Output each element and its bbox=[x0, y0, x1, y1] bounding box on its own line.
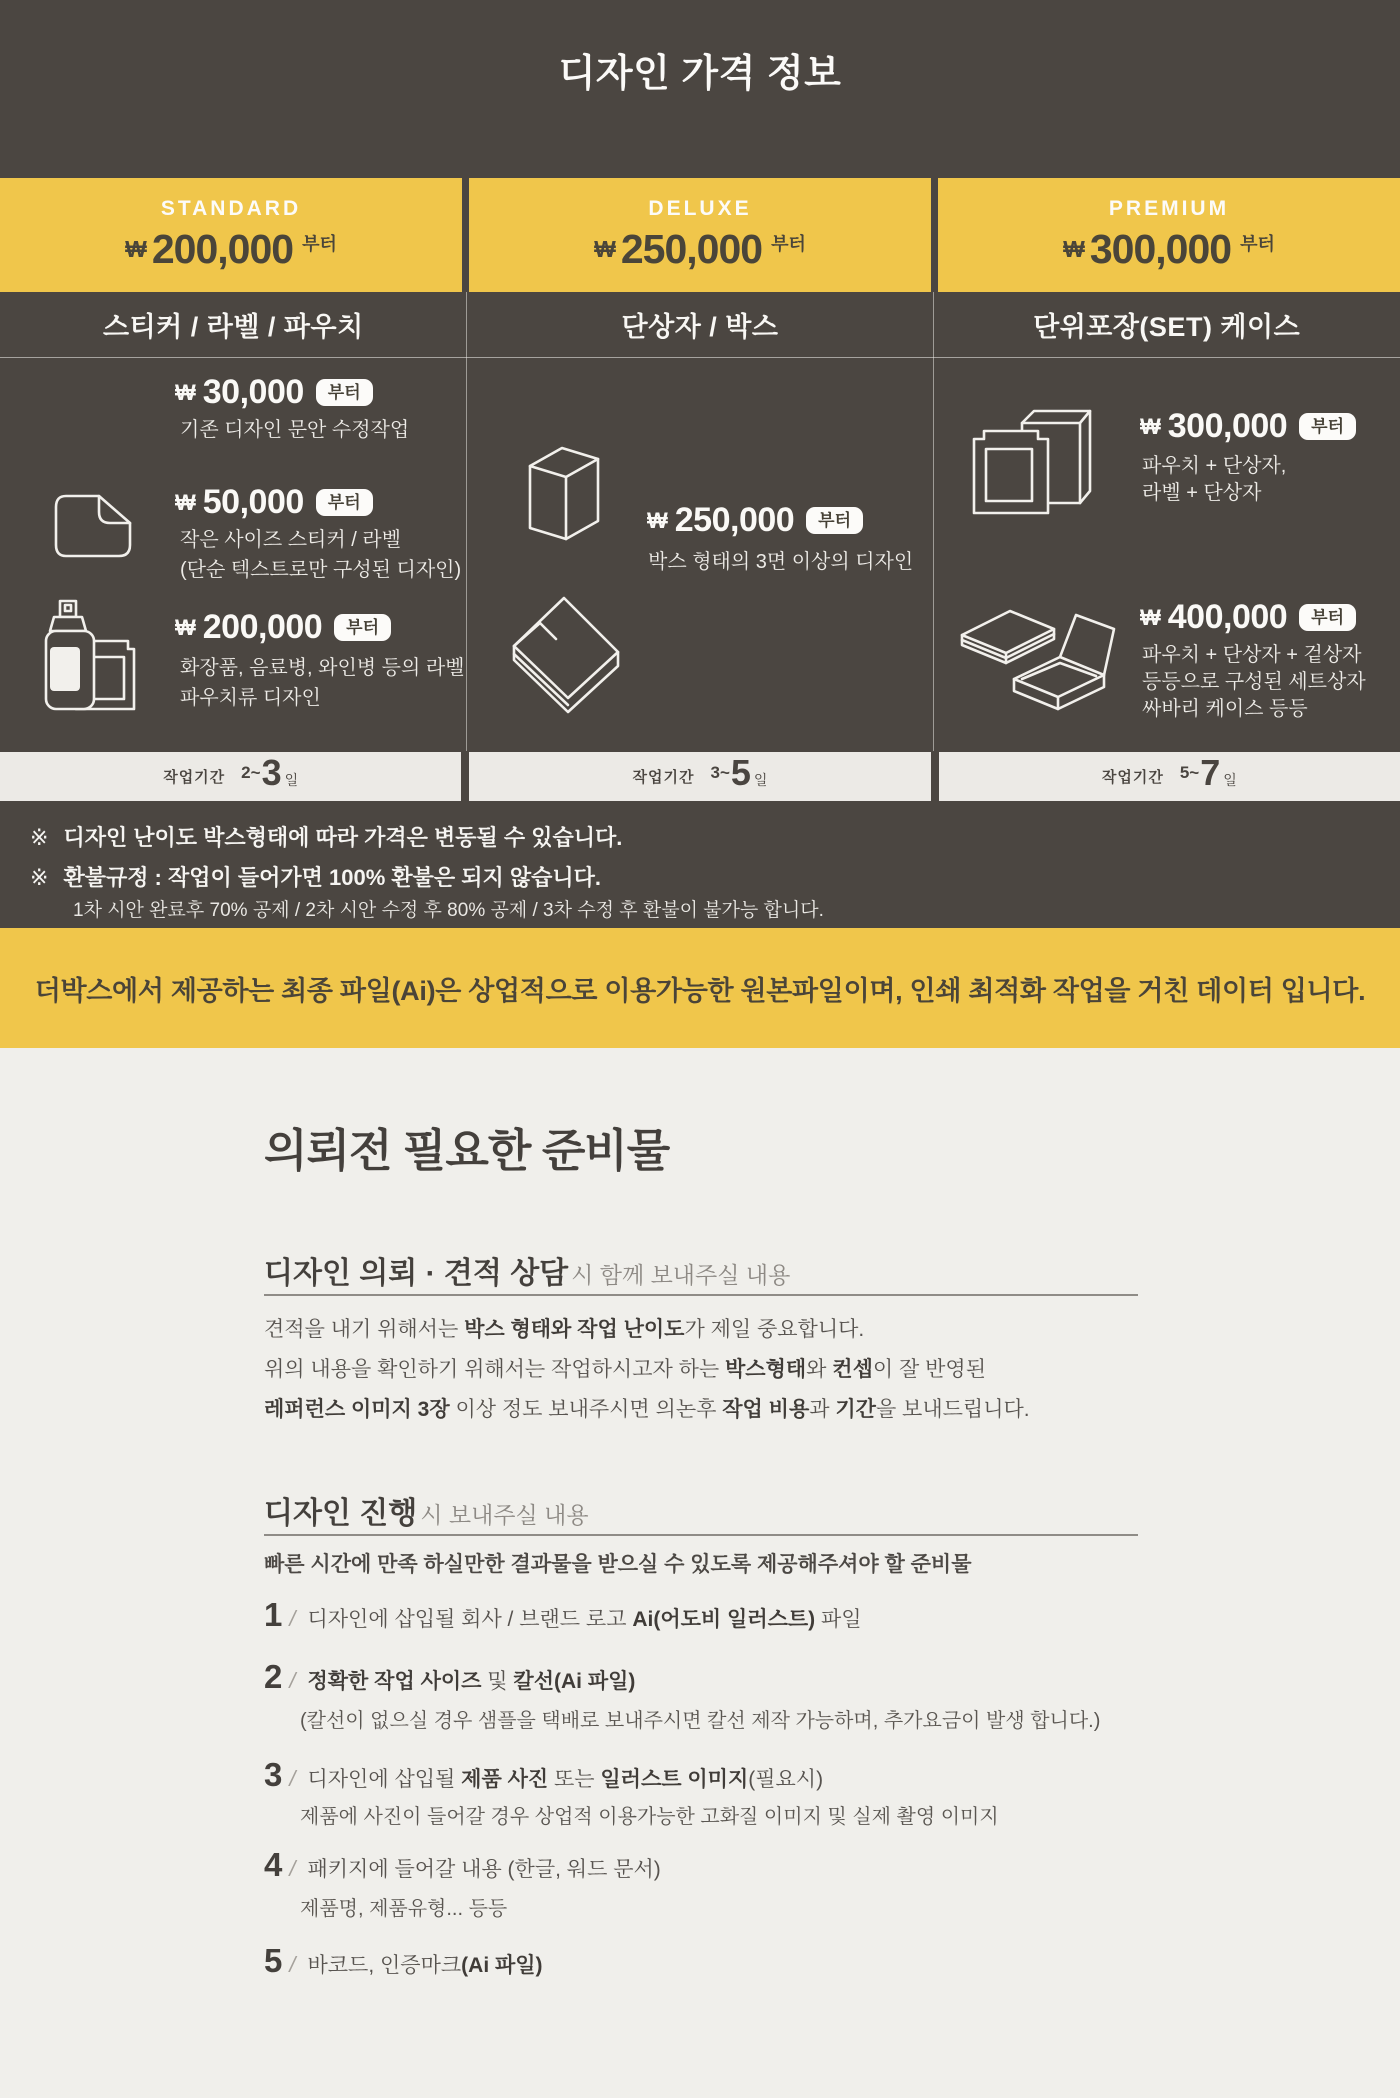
price-description: 기존 디자인 문안 수정작업 bbox=[180, 419, 410, 441]
currency-symbol: ₩ bbox=[175, 489, 196, 515]
prep-item-4 bbox=[264, 1846, 661, 1884]
notes-block bbox=[0, 801, 1400, 928]
consult-paragraph-line: 위의 내용을 확인하기 위해서는 작업하시고자 하는 박스형태와 컨셉이 잘 반영된 bbox=[264, 1358, 986, 1381]
item-text: 디자인에 삽입될 제품 사진 또는 일러스트 이미지(필요시) bbox=[307, 1768, 824, 1791]
price-item bbox=[647, 501, 863, 540]
vertical-box-icon bbox=[522, 442, 606, 554]
price-item bbox=[175, 483, 373, 522]
price-value: 250,000 bbox=[674, 501, 795, 539]
duration-range-prefix: 5~ bbox=[1179, 763, 1200, 782]
prep-item-5 bbox=[264, 1942, 543, 1980]
price-badge: 부터 bbox=[806, 507, 863, 534]
flat-box-icon bbox=[502, 592, 627, 750]
duration-label: 작업기간 bbox=[1101, 769, 1164, 786]
spray-bottle-pouch-icon bbox=[38, 599, 140, 717]
price-item bbox=[1140, 598, 1356, 637]
prep-item-4-sub: 제품명, 제품유형... 등등 bbox=[300, 1898, 508, 1920]
duration-range-prefix: 2~ bbox=[241, 763, 261, 782]
progress-heading-bold: 디자인 진행 bbox=[264, 1497, 418, 1530]
progress-heading-rest: 시 보내주실 내용 bbox=[420, 1502, 589, 1528]
price-description: 파우치 + 단상자 + 겉상자 등등으로 구성된 세트상자 싸바리 케이스 등등 bbox=[1142, 644, 1366, 720]
duration-unit: 일 bbox=[1223, 772, 1237, 788]
set-boxes-icon bbox=[956, 595, 1121, 715]
duration-unit: 일 bbox=[284, 772, 299, 788]
currency-symbol: ₩ bbox=[125, 236, 147, 262]
duration-label: 작업기간 bbox=[163, 769, 226, 786]
price-badge: 부터 bbox=[1299, 413, 1356, 440]
plan-tier: PREMIUM bbox=[1108, 197, 1230, 220]
progress-intro: 빠른 시간에 만족 하실만한 결과물을 받으실 수 있도록 제공해주셔야 할 준비물 bbox=[264, 1553, 972, 1576]
consult-paragraph bbox=[264, 1310, 1030, 1430]
plan-from-label: 부터 bbox=[302, 233, 337, 254]
prep-section bbox=[0, 1048, 1400, 2098]
item-number: 4 bbox=[264, 1846, 283, 1883]
plan-price bbox=[125, 226, 337, 273]
duration-unit: 일 bbox=[753, 772, 768, 788]
price-description: 작은 사이즈 스티커 / 라벨 (단순 텍스트로만 구성된 디자인) bbox=[180, 529, 462, 581]
plan-tier: DELUXE bbox=[648, 197, 752, 220]
plan-from-label: 부터 bbox=[771, 233, 806, 254]
note-refund-policy: ※ 환불규정 : 작업이 들어가면 100% 환불은 되지 않습니다. bbox=[30, 865, 601, 890]
consult-heading bbox=[264, 1248, 790, 1292]
pricing-section bbox=[0, 0, 1400, 928]
duration-row bbox=[0, 752, 1400, 801]
item-text: 정확한 작업 사이즈 및 칼선(Ai 파일) bbox=[307, 1670, 636, 1693]
slash-separator: / bbox=[289, 1856, 296, 1881]
price-badge: 부터 bbox=[1299, 604, 1356, 631]
price-badge: 부터 bbox=[316, 489, 373, 516]
plan-card-premium bbox=[938, 178, 1400, 292]
price-description: 화장품, 음료병, 와인병 등의 라벨 파우치류 디자인 bbox=[180, 657, 465, 709]
prep-item-1 bbox=[264, 1596, 862, 1634]
consult-heading-bold: 디자인 의뢰 · 견적 상담 bbox=[264, 1257, 569, 1290]
column-boxes bbox=[467, 357, 933, 752]
duration-days: 5 bbox=[730, 752, 751, 793]
category-single-box: 단상자 / 박스 bbox=[621, 312, 779, 342]
price-badge: 부터 bbox=[316, 379, 373, 406]
info-banner bbox=[0, 928, 1400, 1048]
price-description: 파우치 + 단상자, 라벨 + 단상자 bbox=[1142, 455, 1287, 504]
note-refund-detail: 1차 시안 완료후 70% 공제 / 2차 시안 수정 후 80% 공제 / 3차 수정 후 환불이 불가능 합니다. bbox=[73, 900, 824, 921]
page-title: 디자인 가격 정보 bbox=[558, 53, 842, 95]
duration-days: 7 bbox=[1200, 752, 1221, 793]
consult-paragraph-line: 견적을 내기 위해서는 박스 형태와 작업 난이도가 제일 중요합니다. bbox=[264, 1318, 865, 1341]
plan-price-value: 300,000 bbox=[1089, 226, 1232, 272]
plan-tier: STANDARD bbox=[160, 197, 302, 220]
section-divider bbox=[264, 1294, 1138, 1296]
prep-title: 의뢰전 필요한 준비물 bbox=[264, 1125, 670, 1176]
price-value: 30,000 bbox=[202, 373, 304, 411]
duration-days: 3 bbox=[261, 752, 282, 793]
prep-item-3-sub: 제품에 사진이 들어갈 경우 상업적 이용가능한 고화질 이미지 및 실제 촬영 이미지 bbox=[300, 1806, 999, 1828]
plan-price-value: 200,000 bbox=[151, 226, 294, 272]
currency-symbol: ₩ bbox=[175, 379, 196, 405]
slash-separator: / bbox=[289, 1766, 296, 1791]
price-item bbox=[1140, 407, 1356, 446]
item-text: 패키지에 들어갈 내용 (한글, 워드 문서) bbox=[307, 1858, 661, 1881]
plan-price-value: 250,000 bbox=[620, 226, 763, 272]
reference-mark-icon: ※ bbox=[30, 865, 49, 890]
item-number: 2 bbox=[264, 1658, 283, 1695]
item-text: 바코드, 인증마크(Ai 파일) bbox=[307, 1954, 543, 1977]
currency-symbol: ₩ bbox=[594, 236, 616, 262]
prep-item-3 bbox=[264, 1756, 823, 1794]
banner-text: 더박스에서 제공하는 최종 파일(Ai)은 상업적으로 이용가능한 원본파일이며, 인쇄 최적화 작업을 거친 데이터 입니다. bbox=[34, 975, 1366, 1006]
slash-separator: / bbox=[289, 1668, 296, 1693]
currency-symbol: ₩ bbox=[1140, 604, 1161, 630]
progress-heading bbox=[264, 1488, 589, 1532]
slash-separator: / bbox=[289, 1952, 296, 1977]
pouch-with-box-icon bbox=[970, 403, 1092, 515]
price-badge: 부터 bbox=[334, 614, 391, 641]
plan-from-label: 부터 bbox=[1240, 233, 1275, 254]
prep-item-2-sub: (칼선이 없으실 경우 샘플을 택배로 보내주시면 칼선 제작 가능하며, 추가요금이 발생 합니다.) bbox=[300, 1710, 1101, 1732]
duration-bar-set-cases bbox=[939, 752, 1400, 801]
consult-heading-rest: 시 함께 보내주실 내용 bbox=[571, 1262, 791, 1288]
note-price-variation: ※ 디자인 난이도 박스형태에 따라 가격은 변동될 수 있습니다. bbox=[30, 825, 623, 850]
plan-card-standard bbox=[0, 178, 462, 292]
column-set-cases bbox=[934, 357, 1400, 752]
column-stickers bbox=[0, 357, 466, 752]
slash-separator: / bbox=[289, 1606, 296, 1631]
price-description: 박스 형태의 3면 이상의 디자인 bbox=[648, 551, 914, 573]
price-value: 400,000 bbox=[1167, 598, 1288, 636]
duration-range-prefix: 3~ bbox=[710, 763, 730, 782]
price-value: 50,000 bbox=[202, 483, 304, 521]
currency-symbol: ₩ bbox=[175, 614, 196, 640]
item-number: 3 bbox=[264, 1756, 283, 1793]
price-value: 300,000 bbox=[1167, 407, 1288, 445]
duration-label: 작업기간 bbox=[632, 769, 695, 786]
plan-cards bbox=[0, 178, 1400, 292]
duration-bar-boxes bbox=[469, 752, 930, 801]
reference-mark-icon: ※ bbox=[30, 825, 49, 850]
item-number: 1 bbox=[264, 1596, 283, 1633]
plan-price bbox=[594, 226, 806, 273]
item-number: 5 bbox=[264, 1942, 283, 1979]
section-divider bbox=[264, 1534, 1138, 1536]
currency-symbol: ₩ bbox=[1063, 236, 1085, 262]
currency-symbol: ₩ bbox=[1140, 413, 1161, 439]
currency-symbol: ₩ bbox=[647, 507, 668, 533]
consult-paragraph-line: 레퍼런스 이미지 3장 이상 정도 보내주시면 의논후 작업 비용과 기간을 보내드립니다. bbox=[264, 1398, 1030, 1421]
plan-card-deluxe bbox=[469, 178, 931, 292]
category-stickers-labels-pouches: 스티커 / 라벨 / 파우치 bbox=[102, 312, 364, 342]
duration-bar-stickers bbox=[0, 752, 461, 801]
prep-item-2 bbox=[264, 1658, 635, 1696]
category-set-case: 단위포장(SET) 케이스 bbox=[1033, 312, 1301, 342]
category-row bbox=[0, 292, 1400, 357]
sticker-icon bbox=[53, 493, 133, 559]
price-value: 200,000 bbox=[202, 608, 323, 646]
pricing-grid bbox=[0, 357, 1400, 752]
plan-price bbox=[1063, 226, 1275, 273]
item-text: 디자인에 삽입될 회사 / 브랜드 로고 Ai(어도비 일러스트) 파일 bbox=[307, 1608, 862, 1631]
price-item bbox=[175, 608, 391, 647]
price-item bbox=[175, 373, 373, 412]
